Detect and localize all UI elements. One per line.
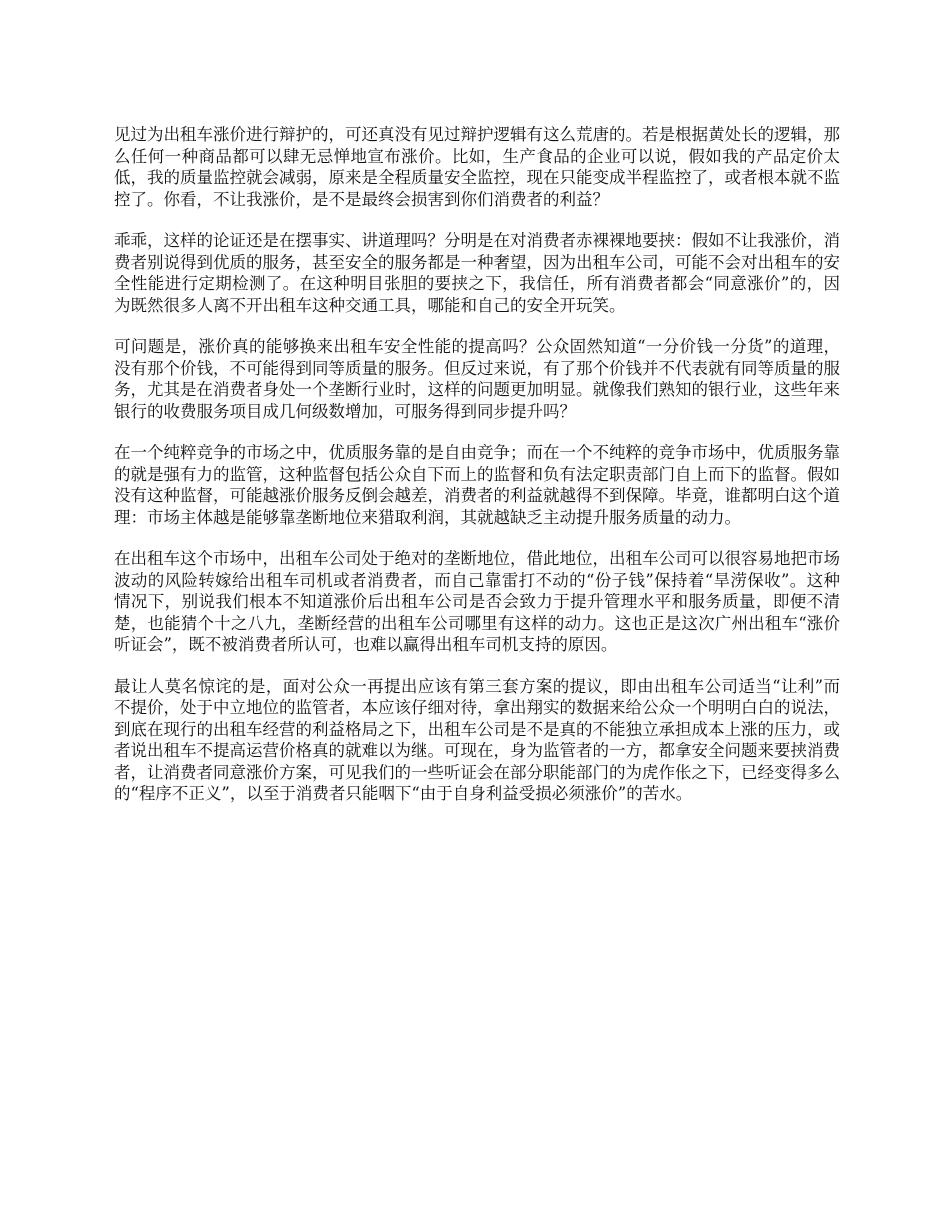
paragraph-4: 在一个纯粹竞争的市场之中，优质服务靠的是自由竞争；而在一个不纯粹的竞争市场中，优质服务靠的就是强有力的监管，这种监督包括公众自下而上的监督和负有法定职责部门自上而下的监督。假如没有这种监督，可能越涨价服务反倒会越差，消费者的利益就越得不到保障。毕竟，谁都明白这个道理：市场主体越是能够靠垄断地位来猎取利润，其就越缺乏主动提升服务质量的动力。: [114, 443, 840, 527]
paragraph-3: 可问题是，涨价真的能够换来出租车安全性能的提高吗？公众固然知道“一分价钱一分货”的道理，没有那个价钱，不可能得到同等质量的服务。但反过来说，有了那个价钱并不代表就有同等质量的服务，尤其是在消费者身处一个垄断行业时，这样的问题更加明显。就像我们熟知的银行业，这些年来银行的收费服务项目成几何级数增加，可服务得到同步提升吗？: [114, 337, 840, 421]
article-body: [114, 124, 840, 825]
paragraph-5: 在出租车这个市场中，出租车公司处于绝对的垄断地位，借此地位，出租车公司可以很容易地把市场波动的风险转嫁给出租车司机或者消费者，而自己靠雷打不动的“份子钱”保持着“旱涝保收”。这种情况下，别说我们根本不知道涨价后出租车公司是否会致力于提升管理水平和服务质量，即便不清楚，也能猜个十之八九，垄断经营的出租车公司哪里有这样的动力。这也正是这次广州出租车“涨价听证会”，既不被消费者所认可，也难以赢得出租车司机支持的原因。: [114, 549, 840, 654]
paragraph-1: 见过为出租车涨价进行辩护的，可还真没有见过辩护逻辑有这么荒唐的。若是根据黄处长的逻辑，那么任何一种商品都可以肆无忌惮地宣布涨价。比如，生产食品的企业可以说，假如我的产品定价太低，我的质量监控就会减弱，原来是全程质量安全监控，现在只能变成半程监控了，或者根本就不监控了。你看，不让我涨价，是不是最终会损害到你们消费者的利益？: [114, 125, 840, 209]
paragraph-6: 最让人莫名惊诧的是，面对公众一再提出应该有第三套方案的提议，即由出租车公司适当“让利”而不提价，处于中立地位的监管者，本应该仔细对待，拿出翔实的数据来给公众一个明明白白的说法，到底在现行的出租车经营的利益格局之下，出租车公司是不是真的不能独立承担成本上涨的压力，或者说出租车不提高运营价格真的就难以为继。可现在，身为监管者的一方，都拿安全问题来要挟消费者，让消费者同意涨价方案，可见我们的一些听证会在部分职能部门的为虎作伥之下，已经变得多么的“程序不正义”，以至于消费者只能咽下“由于自身利益受损必须涨价”的苦水。: [114, 676, 840, 803]
paragraph-2: 乖乖，这样的论证还是在摆事实、讲道理吗？分明是在对消费者赤裸裸地要挟：假如不让我涨价，消费者别说得到优质的服务，甚至安全的服务都是一种奢望，因为出租车公司，可能不会对出租车的安全性能进行定期检测了。在这种明目张胆的要挟之下，我信任，所有消费者都会“同意涨价”的，因为既然很多人离不开出租车这种交通工具，哪能和自己的安全开玩笑。: [114, 231, 840, 315]
